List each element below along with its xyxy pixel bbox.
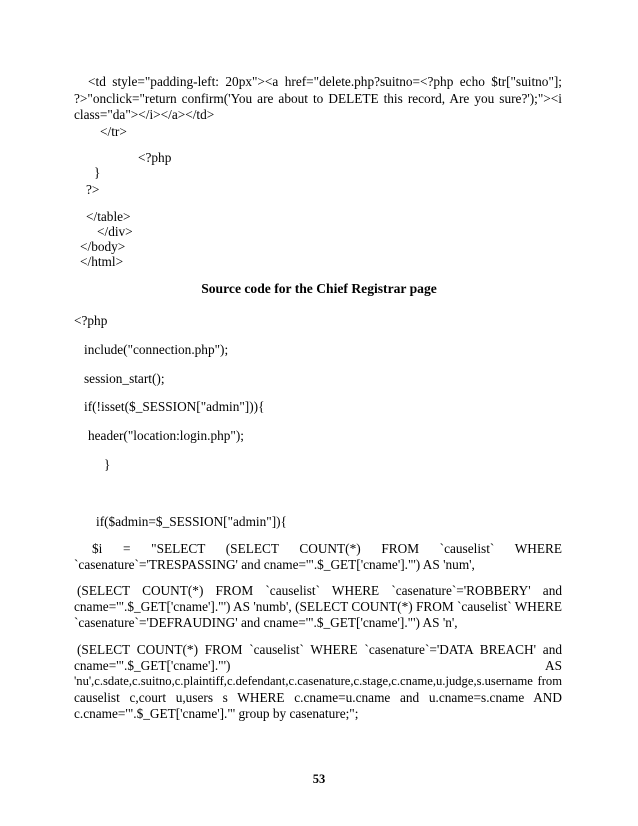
code-line: (SELECT COUNT(*) FROM `causelist` WHERE `casenature`='DATA BREACH' and [77,642,562,657]
code-line: cname='".$_GET['cname']."') AS [74,658,562,673]
code-line: $i = "SELECT (SELECT COUNT(*) FROM `causelist` WHERE [92,541,562,556]
code-line: 'nu',c.sdate,c.suitno,c.plaintiff,c.defendant,c.casenature,c.stage,c.cname,u.judge,s.username from [74,674,562,688]
code-line: (SELECT COUNT(*) FROM `causelist` WHERE `casenature`='ROBBERY' and [77,583,562,598]
code-line: <?php [138,150,172,165]
code-line: </table> [86,209,131,224]
code-line: if(!isset($_SESSION["admin"])){ [84,399,265,414]
code-line: </tr> [100,124,127,139]
code-line: `casenature`='DEFRAUDING' and cname='".$_GET['cname']."') AS 'n', [74,615,458,630]
code-line: causelist c,court u,users s WHERE c.cname=u.cname and u.cname=s.cname AND [74,690,562,705]
code-line: c.cname='".$_GET['cname']."' group by casenature;"; [74,706,359,721]
section-heading: Source code for the Chief Registrar page [201,281,437,296]
code-line: } [94,165,101,180]
code-line: </div> [97,224,133,239]
page-number: 53 [312,772,326,786]
code-line: <?php [74,313,108,328]
code-line: cname='".$_GET['cname']."') AS 'numb', (SELECT COUNT(*) FROM `causelist` WHERE [74,599,562,614]
code-line: if($admin=$_SESSION["admin"]){ [96,514,287,529]
code-line: session_start(); [84,371,165,386]
code-line: ?>"onclick="return confirm('You are about to DELETE this record, Are you sure?');"><i [74,91,562,106]
code-line: </html> [80,254,124,269]
code-line: `casenature`='TRESPASSING' and cname='".$_GET['cname']."') AS 'num', [74,557,475,572]
code-line: } [104,457,111,472]
code-line: include("connection.php"); [84,342,229,357]
code-line: <td style="padding-left: 20px"><a href="delete.php?suitno=<?php echo $tr["suitno"]; [88,74,562,89]
code-line: </body> [80,239,126,254]
code-line: header("location:login.php"); [88,428,244,443]
code-line: class="da"></i></a></td> [74,107,215,122]
code-line: ?> [86,182,100,197]
